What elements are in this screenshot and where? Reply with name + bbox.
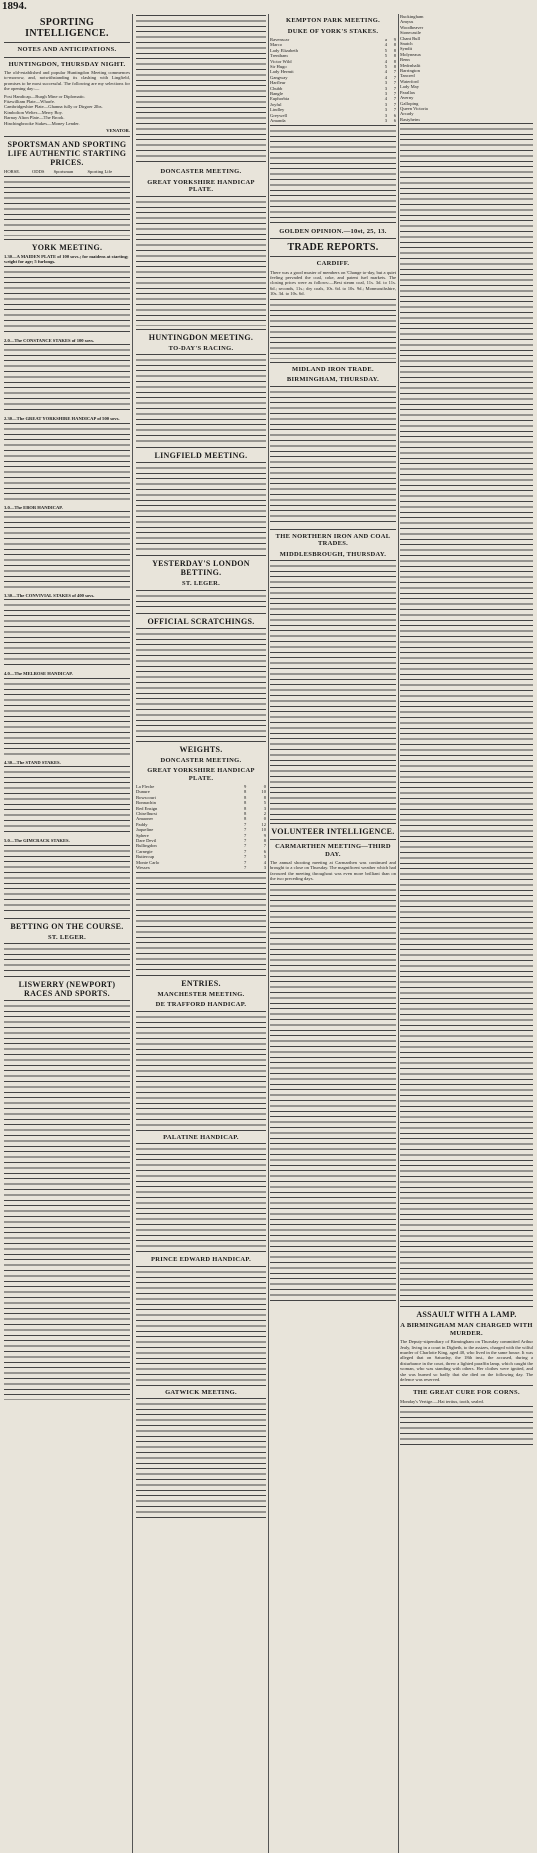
- weight-lb: 6: [263, 848, 266, 854]
- selection-item: Hinchingbrooke Stakes—Money Lender.: [4, 120, 80, 126]
- list-item: Queen Victoria: [400, 105, 428, 111]
- race-entry: 4.0—The MELROSE HANDICAP.: [4, 671, 73, 677]
- column-racing: [136, 14, 266, 1853]
- lingfield-text: [136, 462, 266, 552]
- volunteer-title: VOLUNTEER INTELLIGENCE.: [271, 827, 395, 837]
- prince-edward-title: PRINCE EDWARD HANDICAP.: [150, 1256, 251, 1263]
- list-item: Lady May: [400, 84, 420, 90]
- list-item: Chant Bull: [400, 35, 421, 41]
- masthead: [0, 0, 537, 14]
- horse-name: La Fleche: [136, 784, 155, 789]
- horse-age: 5: [384, 64, 388, 70]
- horse-name: Amaoner: [136, 816, 154, 822]
- weight-lb: 2: [263, 811, 266, 817]
- york-title: YORK MEETING.: [31, 242, 103, 252]
- newspaper-columns: [0, 14, 537, 1853]
- race-text: [4, 423, 130, 503]
- selection-item: Kimbolton Welter—Merry Boy.: [4, 109, 63, 115]
- horse-weight: 6: [393, 118, 396, 124]
- weight-lb: 10: [261, 827, 266, 833]
- signature: VENATOR.: [106, 128, 130, 134]
- cure-title: THE GREAT CURE FOR CORNS.: [413, 1389, 520, 1397]
- list-item: Buckingham: [400, 14, 424, 19]
- race-text: [4, 766, 130, 836]
- palatine-entries: [136, 1143, 266, 1253]
- divider: [4, 976, 130, 977]
- horse-name: Red Ensign: [136, 805, 158, 811]
- carmarthen-text: The annual shooting meeting at Carmarthen was continued and brought to a close on Thursday. The magnificent weather which had favoured the meeting throughout was even more brilliant than on the two preceding days.: [270, 860, 396, 882]
- race-entry: 3.30—The CONVIVIAL STAKES of 400 sovs.: [4, 592, 95, 598]
- horse-name: Sphere: [136, 832, 149, 838]
- huntingdon-subtitle: TO-DAY'S RACING.: [168, 344, 234, 352]
- cardiff-title: CARDIFF.: [316, 260, 350, 267]
- weight-lb: 5: [263, 800, 266, 806]
- prices-header: Sporting Life: [87, 169, 113, 175]
- weight-lb: 8: [263, 794, 266, 800]
- horse-name: Lady Hermit: [270, 69, 294, 75]
- horse-name: Ravenscar: [270, 37, 290, 42]
- race-text: [4, 845, 130, 915]
- carmarthen-results: [270, 884, 396, 1304]
- race-entry: 1.30—A MAIDEN PLATE of 100 sovs.; for maidens at starting; weight for age; 5 furlongs.: [4, 253, 129, 265]
- london-betting-text: [136, 590, 266, 610]
- race-text: [4, 344, 130, 414]
- horse-age: a: [385, 37, 388, 42]
- horse-name: Amanda: [270, 118, 286, 124]
- column-entries: [400, 14, 533, 1853]
- horse-name: Marco: [270, 42, 282, 48]
- palatine-title: PALATINE HANDICAP.: [163, 1133, 239, 1141]
- list-item: Barrington: [400, 68, 420, 74]
- list-item: Benn: [400, 57, 410, 63]
- horse-name: Carnegie: [136, 848, 153, 854]
- weight-lb: 10: [261, 789, 266, 795]
- weight-st: 7: [243, 865, 247, 871]
- horse-age: 4: [384, 58, 388, 64]
- huntingdon-title: HUNTINGDON MEETING.: [148, 332, 254, 342]
- horse-weight: 9: [393, 37, 396, 42]
- horse-age: 3: [384, 118, 388, 124]
- horse-name: Lindley: [270, 107, 285, 113]
- kempton-more: [270, 125, 396, 225]
- horse-age: 3: [384, 101, 388, 107]
- kempton-table: [270, 37, 396, 124]
- gatwick-entries: [136, 1398, 266, 1518]
- column-text: [400, 123, 533, 1303]
- horse-name: Dunure: [136, 789, 150, 795]
- weight-st: 8: [243, 816, 247, 822]
- doncaster-title: DONCASTER MEETING.: [160, 168, 242, 175]
- horse-name: Monte Carlo: [136, 859, 160, 865]
- weight-st: 7: [243, 848, 247, 854]
- continued-text: [136, 15, 266, 165]
- divider: [4, 918, 130, 919]
- horse-name: Lady Elizabeth: [270, 47, 298, 53]
- weight-lb: 9: [263, 832, 266, 838]
- horse-weight: 7: [393, 101, 396, 107]
- horse-age: 5: [384, 47, 388, 53]
- horse-weight: 8: [393, 42, 396, 48]
- weights-title: WEIGHTS.: [179, 744, 223, 754]
- page-year: 1894.: [2, 0, 27, 12]
- race-entry: 4.30—The STAND STAKES.: [4, 759, 61, 765]
- weight-lb: 0: [263, 816, 266, 822]
- weight-lb: 5: [263, 854, 266, 860]
- scratchings-title: OFFICIAL SCRATCHINGS.: [147, 616, 255, 626]
- race-entry: 2.0—The CONSTANCE STAKES of 100 sovs.: [4, 337, 95, 343]
- assault-subtitle: A BIRMINGHAM MAN CHARGED WITH MURDER.: [400, 1322, 533, 1337]
- divider: [270, 839, 396, 840]
- selection-item: Post Handicap—Burgh Mine or Diplomatic.: [4, 93, 86, 99]
- weight-lb: 8: [263, 838, 266, 844]
- list-item: Molyneaux: [400, 51, 421, 57]
- horse-name: Bangle: [270, 91, 284, 97]
- horse-name: Buttercup: [136, 854, 155, 860]
- column-trade: [270, 14, 396, 1853]
- divider: [270, 362, 396, 363]
- carmarthen-title: CARMARTHEN MEETING—THIRD DAY.: [275, 843, 391, 858]
- horse-name: Trentham: [270, 53, 288, 59]
- horse-name: Dare Devil: [136, 838, 157, 844]
- horse-name: Bowscourt: [136, 794, 156, 800]
- cure-text: Monday's Vertige.—Hai tertius, tooth, sealed.: [400, 1398, 484, 1404]
- horse-weight: 7: [393, 107, 396, 113]
- weight-st: 8: [243, 811, 247, 817]
- divider: [270, 529, 396, 530]
- horse-weight: 7: [393, 74, 396, 80]
- divider: [4, 42, 130, 43]
- horse-age: 3: [384, 85, 388, 91]
- divider: [136, 329, 266, 330]
- divider: [270, 823, 396, 824]
- selection-item: Cambridgeshire Plate—Ghanna fully or Dirgoer 2lbs.: [4, 104, 103, 110]
- race-entry: 5.0—The GIMCRACK STAKES.: [4, 838, 70, 844]
- list-item: Snatch: [400, 41, 413, 47]
- horse-weight: 8: [393, 58, 396, 64]
- horse-weight: 7: [393, 91, 396, 97]
- intro-heading: HUNTINGDON, THURSDAY NIGHT.: [8, 60, 126, 68]
- table-row: [136, 865, 266, 870]
- horse-name: Jaqueline: [136, 827, 154, 833]
- weight-st: 8: [243, 794, 247, 800]
- horse-age: 4: [384, 74, 388, 80]
- selection-item: Barnay Alton Plate—The Brook.: [4, 115, 65, 121]
- horse-name: Bullingdon: [136, 843, 157, 849]
- horse-name: Paddy: [136, 821, 148, 827]
- prices-title: SPORTSMAN AND SPORTING LIFE AUTHENTIC STARTING PRICES.: [7, 140, 127, 168]
- trade-title: TRADE REPORTS.: [287, 242, 379, 253]
- midland-subtitle: BIRMINGHAM, THURSDAY.: [286, 376, 380, 384]
- divider: [4, 136, 130, 137]
- intro-paragraph: The old-established and popular Huntingdon Meeting commences to-morrow, and, notwithstanding its clashing with Lingfield, promises to be most successful. The following are my selections for the opening day:—: [4, 70, 130, 92]
- lingfield-title: LINGFIELD MEETING.: [154, 451, 248, 460]
- weight-st: 7: [243, 821, 247, 827]
- weight-st: 7: [243, 854, 247, 860]
- horse-age: 4: [384, 42, 388, 48]
- doncaster-text: [136, 196, 266, 326]
- scratchings-text: [136, 628, 266, 738]
- prices-header: ODDS: [31, 169, 45, 175]
- race-text: [4, 266, 130, 336]
- weight-st: 7: [243, 838, 247, 844]
- subtitle-notes: NOTES AND ANTICIPATIONS.: [17, 46, 117, 53]
- weight-lb: 0: [263, 784, 266, 789]
- lisvery-title: LISWERRY (NEWPORT) RACES AND SPORTS.: [18, 980, 116, 999]
- list-item: Amyus: [400, 19, 414, 25]
- horse-name: Chiselhurst: [136, 811, 157, 817]
- divider: [136, 975, 266, 976]
- horse-name: Bonnachin: [136, 800, 156, 806]
- list-item: Parallax: [400, 89, 416, 95]
- london-betting-title: YESTERDAY'S LONDON BETTING.: [152, 559, 250, 577]
- weights-more: [136, 872, 266, 972]
- divider: [136, 555, 266, 556]
- horse-weight: 7: [393, 96, 396, 102]
- manchester-subtitle: DE TRAFFORD HANDICAP.: [155, 1001, 247, 1008]
- prices-rows: [4, 176, 130, 236]
- betting-title: BETTING ON THE COURSE.: [10, 921, 124, 931]
- kempton-title: KEMPTON PARK MEETING.: [286, 17, 380, 24]
- huntingdon-text: [136, 354, 266, 444]
- divider: [400, 1306, 533, 1307]
- horse-name: Chubb: [270, 85, 283, 91]
- divider: [400, 1385, 533, 1386]
- cure-more: [400, 1406, 533, 1446]
- midland-text: [270, 386, 396, 526]
- horse-name: Harfleur: [270, 80, 286, 86]
- weight-lb: 7: [263, 843, 266, 849]
- prince-edward-entries: [136, 1266, 266, 1386]
- midland-title: MIDLAND IRON TRADE.: [292, 365, 374, 373]
- cardiff-text: There was a good muster of members on 'Change to-day, but a quiet feeling pervaded the coal, coke, and patent fuel markets. The closing prices were as follows:—Best steam coal, 11s. 3d. to 11s. 6d.; seconds, 11s.; dry coals, 10s. 6d. to 10s. 9d.; Monmouthshire, 10s. 3d. to 10s. 6d.: [270, 269, 396, 297]
- horse-name: Greywell: [270, 112, 288, 118]
- weight-st: 8: [243, 789, 247, 795]
- list-item: Woodbeaver: [400, 24, 424, 30]
- horse-name: Joyful: [270, 101, 282, 107]
- horse-age: 5: [384, 53, 388, 59]
- weight-lb: 3: [263, 865, 266, 871]
- race-text: [4, 599, 130, 669]
- weight-st: 7: [243, 832, 247, 838]
- weight-st: 8: [243, 800, 247, 806]
- horse-name: Victor Wild: [270, 58, 292, 64]
- selection-item: Fitzwilliam Plate—Wharfe.: [4, 99, 56, 105]
- divider: [4, 57, 130, 58]
- section-title-sporting: SPORTING INTELLIGENCE.: [25, 17, 109, 39]
- horse-weight: 7: [393, 85, 396, 91]
- horse-weight: 8: [393, 53, 396, 59]
- manchester-entries: [136, 1011, 266, 1131]
- kempton-subtitle: DUKE OF YORK'S STAKES.: [287, 27, 379, 35]
- cardiff-more: [270, 299, 396, 359]
- entries-title: ENTRIES.: [181, 978, 221, 988]
- race-text: [4, 511, 130, 591]
- divider: [136, 613, 266, 614]
- horse-age: 4: [384, 96, 388, 102]
- weight-lb: 4: [263, 859, 266, 865]
- list-item: Waterford: [400, 78, 419, 84]
- betting-subtitle: ST. LEGER.: [47, 933, 87, 941]
- prices-header: HORSE.: [4, 169, 21, 175]
- northern-subtitle: MIDDLESBROUGH, THURSDAY.: [279, 550, 387, 558]
- race-text: [4, 678, 130, 758]
- golden-opinion: GOLDEN OPINION.—10st, 25, 13.: [279, 227, 387, 235]
- divider: [4, 239, 130, 240]
- race-entry: 3.0—The EBOR HANDICAP.: [4, 504, 63, 510]
- assault-title: ASSAULT WITH A LAMP.: [416, 1310, 517, 1320]
- horse-name: Gangway: [270, 74, 288, 80]
- horse-weight: 6: [393, 112, 396, 118]
- list-item: Galloping: [400, 100, 419, 106]
- horse-age: 3: [384, 107, 388, 113]
- list-item: Arcady: [400, 111, 414, 117]
- list-item: Stonecastle: [400, 30, 421, 36]
- weight-lb: 3: [263, 805, 266, 811]
- horse-name: Sir Hugo: [270, 64, 287, 70]
- weight-lb: 12: [261, 821, 266, 827]
- list-item: Syndit: [400, 46, 412, 52]
- weight-st: 7: [243, 843, 247, 849]
- weight-st: 8: [243, 805, 247, 811]
- london-betting-subtitle: ST. LEGER.: [181, 580, 221, 587]
- divider: [136, 447, 266, 448]
- horse-age: 3: [384, 80, 388, 86]
- horse-name: Wessex: [136, 865, 150, 871]
- weight-st: 7: [243, 859, 247, 865]
- list-item: Tancred: [400, 73, 415, 79]
- list-item: Rastyheim: [400, 116, 420, 122]
- divider: [270, 238, 396, 239]
- lisvery-text: [4, 1000, 130, 1400]
- weights-subtitle: DONCASTER MEETING.: [160, 756, 242, 764]
- horse-age: 3: [384, 91, 388, 97]
- race-entry: 2.30—The GREAT YORKSHIRE HANDICAP of 500 sovs.: [4, 416, 120, 422]
- manchester-title: MANCHESTER MEETING.: [157, 990, 245, 998]
- table-row: [270, 118, 396, 123]
- northern-title: THE NORTHERN IRON AND COAL TRADES.: [275, 532, 391, 548]
- prices-header: Sportsman: [53, 169, 74, 175]
- horse-weight: 7: [393, 69, 396, 75]
- weights-table: [136, 784, 266, 871]
- divider: [136, 741, 266, 742]
- horse-age: 3: [384, 112, 388, 118]
- weights-race: GREAT YORKSHIRE HANDICAP PLATE.: [147, 767, 255, 782]
- prices-table: [4, 169, 130, 174]
- horse-name: Euphorbia: [270, 96, 290, 102]
- list-item: Averny: [400, 95, 414, 101]
- gatwick-title: GATWICK MEETING.: [165, 1388, 237, 1396]
- list-item: Medrnhalit: [400, 62, 421, 68]
- weight-st: 9: [243, 784, 247, 789]
- doncaster-subtitle: GREAT YORKSHIRE HANDICAP PLATE.: [147, 178, 255, 193]
- betting-lines: [4, 943, 130, 973]
- assault-text: The Deputy-stipendiary of Birmingham on Thursday committed Arthur Jealy, living in a court in Digbeth, to the assizes, charged with the wilful murder of Charlotte King, aged 40, who lived in the same house. It was alleged that on Saturday, the 18th inst., the accused, during a disturbance in the court, threw a lighted paraffin lamp, which caught the woman, who was standing with others. Her clothes were ignited, and she was burned so badly that she died on the following day. The defence was reserved.: [400, 1339, 533, 1382]
- horse-age: 4: [384, 69, 388, 75]
- weight-st: 7: [243, 827, 247, 833]
- horse-weight: 8: [393, 64, 396, 70]
- column-sporting: [4, 14, 130, 1853]
- northern-text: [270, 560, 396, 820]
- horse-weight: 7: [393, 80, 396, 86]
- divider: [270, 256, 396, 257]
- horse-weight: 8: [393, 47, 396, 53]
